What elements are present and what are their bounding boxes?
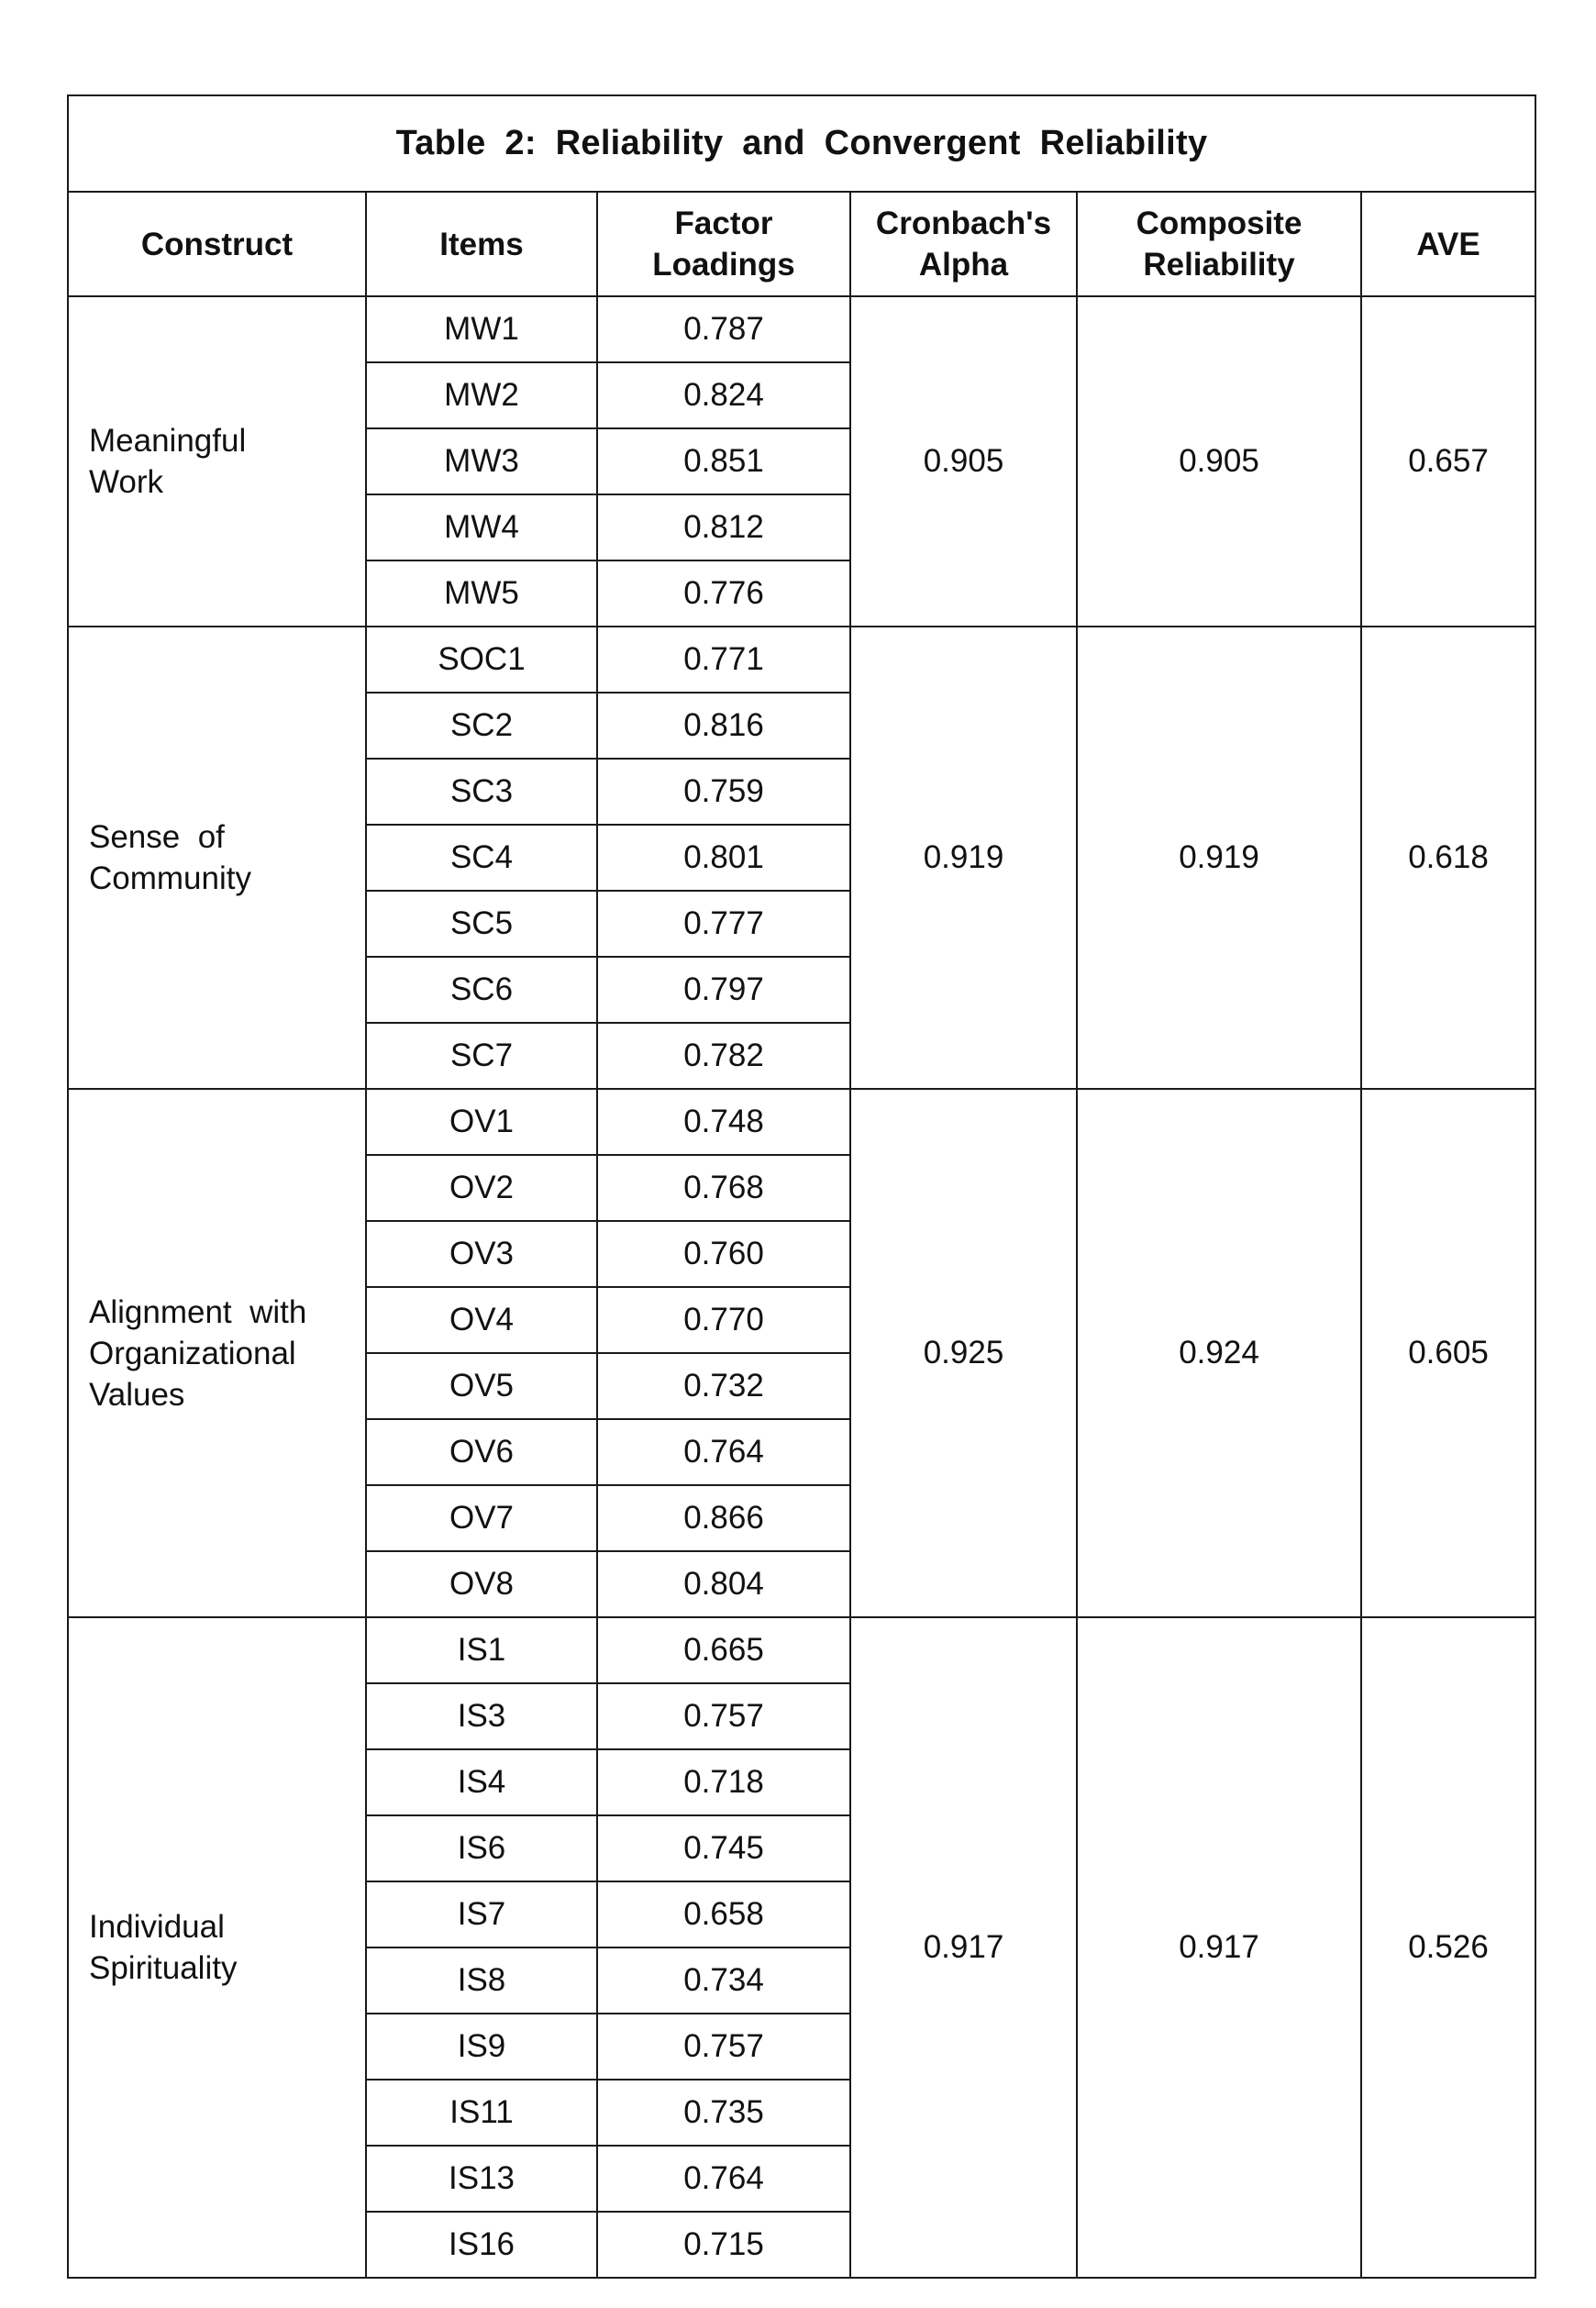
item-code: IS11 <box>366 2080 597 2146</box>
header-composite-reliability: Composite Reliability <box>1077 192 1361 296</box>
ave-value: 0.605 <box>1361 1089 1535 1617</box>
factor-loading: 0.801 <box>597 825 850 891</box>
cronbachs-alpha-value: 0.925 <box>850 1089 1077 1617</box>
factor-loading: 0.760 <box>597 1221 850 1287</box>
factor-loading: 0.718 <box>597 1749 850 1815</box>
item-code: MW5 <box>366 560 597 627</box>
item-code: IS16 <box>366 2212 597 2278</box>
construct-name-line: Organizational <box>89 1335 296 1371</box>
item-code: IS6 <box>366 1815 597 1881</box>
factor-loading: 0.658 <box>597 1881 850 1947</box>
factor-loading: 0.787 <box>597 296 850 362</box>
construct-name-line: Community <box>89 860 251 896</box>
header-construct: Construct <box>68 192 366 296</box>
table-body <box>68 296 1535 2278</box>
factor-loading: 0.782 <box>597 1023 850 1089</box>
factor-loading: 0.816 <box>597 693 850 759</box>
factor-loading: 0.824 <box>597 362 850 428</box>
table-row <box>68 1617 1535 1683</box>
factor-loading: 0.764 <box>597 1419 850 1485</box>
item-code: MW3 <box>366 428 597 494</box>
table-title: Table 2: Reliability and Convergent Reliability <box>68 95 1535 192</box>
item-code: IS1 <box>366 1617 597 1683</box>
factor-loading: 0.804 <box>597 1551 850 1617</box>
header-factor-loadings: Factor Loadings <box>597 192 850 296</box>
table-row <box>68 1089 1535 1155</box>
construct-name-line: Sense of <box>89 819 225 855</box>
item-code: OV2 <box>366 1155 597 1221</box>
item-code: MW4 <box>366 494 597 560</box>
item-code: IS4 <box>366 1749 597 1815</box>
item-code: SC3 <box>366 759 597 825</box>
construct-name <box>68 1089 366 1617</box>
item-code: SC4 <box>366 825 597 891</box>
factor-loading: 0.764 <box>597 2146 850 2212</box>
factor-loading: 0.732 <box>597 1353 850 1419</box>
item-code: OV3 <box>366 1221 597 1287</box>
factor-loading: 0.812 <box>597 494 850 560</box>
cronbachs-alpha-value: 0.917 <box>850 1617 1077 2278</box>
factor-loading: 0.735 <box>597 2080 850 2146</box>
factor-loading: 0.771 <box>597 627 850 693</box>
item-code: IS7 <box>366 1881 597 1947</box>
item-code: SC5 <box>366 891 597 957</box>
item-code: SC2 <box>366 693 597 759</box>
item-code: OV4 <box>366 1287 597 1353</box>
composite-reliability-value: 0.905 <box>1077 296 1361 627</box>
cronbachs-alpha-value: 0.919 <box>850 627 1077 1089</box>
factor-loading: 0.757 <box>597 2014 850 2080</box>
construct-name <box>68 627 366 1089</box>
factor-loading: 0.768 <box>597 1155 850 1221</box>
item-code: IS13 <box>366 2146 597 2212</box>
factor-loading: 0.776 <box>597 560 850 627</box>
item-code: SOC1 <box>366 627 597 693</box>
item-code: MW1 <box>366 296 597 362</box>
construct-name <box>68 1617 366 2278</box>
cronbachs-alpha-value: 0.905 <box>850 296 1077 627</box>
construct-name-line: Spirituality <box>89 1950 238 1986</box>
item-code: IS3 <box>366 1683 597 1749</box>
ave-value: 0.618 <box>1361 627 1535 1089</box>
construct-name-line: Alignment with <box>89 1293 307 1330</box>
ave-value: 0.657 <box>1361 296 1535 627</box>
factor-loading: 0.715 <box>597 2212 850 2278</box>
item-code: OV8 <box>366 1551 597 1617</box>
table-header-row <box>68 192 1535 296</box>
item-code: OV5 <box>366 1353 597 1419</box>
item-code: OV6 <box>366 1419 597 1485</box>
factor-loading: 0.759 <box>597 759 850 825</box>
item-code: IS8 <box>366 1947 597 2014</box>
item-code: SC7 <box>366 1023 597 1089</box>
item-code: OV7 <box>366 1485 597 1551</box>
item-code: SC6 <box>366 957 597 1023</box>
construct-name <box>68 296 366 627</box>
header-items: Items <box>366 192 597 296</box>
construct-name-line: Work <box>89 464 164 500</box>
construct-name-line: Individual <box>89 1909 225 1945</box>
reliability-table <box>67 94 1536 2279</box>
factor-loading: 0.797 <box>597 957 850 1023</box>
factor-loading: 0.757 <box>597 1683 850 1749</box>
factor-loading: 0.665 <box>597 1617 850 1683</box>
composite-reliability-value: 0.919 <box>1077 627 1361 1089</box>
header-cronbachs-alpha: Cronbach's Alpha <box>850 192 1077 296</box>
construct-name-line: Meaningful <box>89 423 247 459</box>
item-code: OV1 <box>366 1089 597 1155</box>
composite-reliability-value: 0.924 <box>1077 1089 1361 1617</box>
factor-loading: 0.748 <box>597 1089 850 1155</box>
item-code: IS9 <box>366 2014 597 2080</box>
header-ave: AVE <box>1361 192 1535 296</box>
construct-name-line: Values <box>89 1376 185 1413</box>
table-title-row <box>68 95 1535 192</box>
ave-value: 0.526 <box>1361 1617 1535 2278</box>
factor-loading: 0.745 <box>597 1815 850 1881</box>
composite-reliability-value: 0.917 <box>1077 1617 1361 2278</box>
table-row <box>68 296 1535 362</box>
table-row <box>68 627 1535 693</box>
item-code: MW2 <box>366 362 597 428</box>
factor-loading: 0.851 <box>597 428 850 494</box>
factor-loading: 0.777 <box>597 891 850 957</box>
factor-loading: 0.770 <box>597 1287 850 1353</box>
factor-loading: 0.734 <box>597 1947 850 2014</box>
factor-loading: 0.866 <box>597 1485 850 1551</box>
